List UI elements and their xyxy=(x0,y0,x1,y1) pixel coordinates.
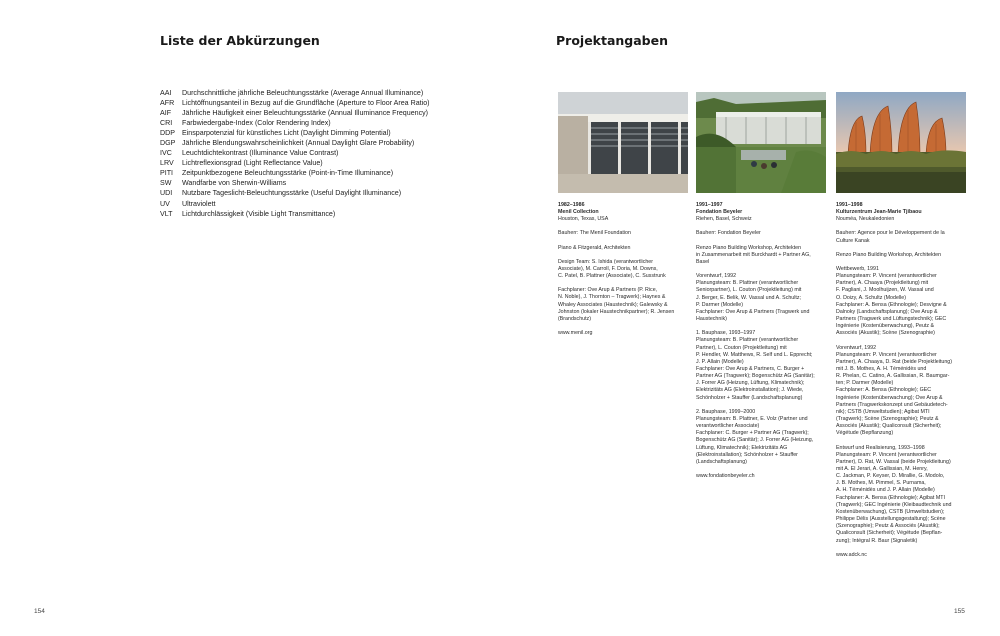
project-column-beyeler xyxy=(696,92,826,487)
credit-line: Lüftung, Klimatechnik); Elektrizitäts AG xyxy=(696,444,788,451)
project-title-block xyxy=(696,202,826,223)
project-details-heading: Projektangaben xyxy=(556,33,669,48)
credit-line: P. Darmer (Modelle) xyxy=(696,301,743,308)
credit-block xyxy=(558,259,688,280)
abbreviation-key: AFR xyxy=(160,99,175,108)
credit-line: Fachplaner: A. Bensa (Ethnologie); Agibat MTI xyxy=(836,494,945,501)
abbreviation-key: IVC xyxy=(160,149,172,158)
abbreviation-key: DDP xyxy=(160,129,175,138)
project-title-block xyxy=(558,202,688,223)
credit-line: Partner), L. Couton (Projektleitung) mit xyxy=(696,344,787,351)
page-number-right: 155 xyxy=(954,608,965,615)
abbreviation-row xyxy=(160,128,430,138)
abbreviation-row xyxy=(160,148,430,158)
credit-line: Schönholzer + Stauffer (Landschaftsplanung) xyxy=(696,394,803,401)
project-years: 1991–1998 xyxy=(836,202,863,208)
abbreviation-key: UV xyxy=(160,199,170,208)
abbreviation-row xyxy=(160,108,430,118)
abbreviation-row xyxy=(160,188,430,198)
credit-line: C. Jackman, P. Keyser, D. Mirallie, G. Modolo, xyxy=(836,473,945,480)
credit-line: (Elektroinstallation); Schönholzer + Stauffer xyxy=(696,451,798,458)
credit-line: Wettbewerb, 1991 xyxy=(836,265,879,272)
tjibaou-cultural-centre-photo xyxy=(836,92,966,193)
abbreviation-row xyxy=(160,158,430,168)
project-name: Kulturzentrum Jean-Marie Tjibaou xyxy=(836,209,922,216)
credit-line: www.fondationbeyeler.ch xyxy=(696,473,755,479)
credit-line: A. H. Téménidès und J. P. Allain (Modelle) xyxy=(836,487,935,494)
credit-line: Planungsteam: B. Plattner (verantwortlicher xyxy=(696,280,799,287)
credit-block xyxy=(836,252,966,259)
credit-line: Fachplaner: A. Bensa (Ethnologie); Desvigne & xyxy=(836,301,947,308)
credit-line: ten; P. Darmer (Modelle) xyxy=(836,380,894,387)
project-credits xyxy=(696,230,826,480)
credit-line: Vorentwurf, 1992 xyxy=(696,273,737,280)
abbreviation-key: LRV xyxy=(160,159,174,168)
abbreviation-key: VLT xyxy=(160,209,173,218)
credit-block xyxy=(836,552,966,559)
project-title-block xyxy=(836,202,966,223)
credit-block xyxy=(696,330,826,402)
credit-line: nik); CSTB (Umweltstudien); Agibat MTI xyxy=(836,408,930,415)
project-years: 1982–1986 xyxy=(558,202,585,208)
credit-line: Partner AG (Tragwerk); Bogenschütz AG (Sanitär); xyxy=(696,373,815,380)
abbreviation-key: CRI xyxy=(160,119,173,128)
credit-line: Bauherr: Agence pour le Développement de la xyxy=(836,230,945,237)
credit-line: Dalnoky (Landschaftsplanung); Ove Arup & xyxy=(836,308,938,315)
abbreviation-description: Jährliche Häufigkeit einer Beleuchtungsstärke (Annual Illuminance Frequency) xyxy=(182,109,429,118)
credit-block xyxy=(696,230,826,237)
project-location: Nouméa, Neukaledonien xyxy=(836,216,895,223)
abbreviation-row xyxy=(160,199,430,209)
credit-line: Planungsteam: P. Vincent (verantwortlicher xyxy=(836,451,937,458)
credit-line: Partner), D. Rat, W. Vassal (beide Projektleitung) xyxy=(836,458,951,465)
credit-line: Bogenschütz AG (Sanitär); J. Forrer AG (Heizung, xyxy=(696,437,814,444)
credit-line: Johnston (lokaler Haustechnikpartner); R. Jensen xyxy=(558,308,675,315)
credit-line: verantwortlicher Associate) xyxy=(696,423,760,430)
project-credits xyxy=(836,230,966,558)
fondation-beyeler-photo xyxy=(696,92,826,193)
credit-line: Fachplaner: C. Burger + Partner AG (Tragwerk); xyxy=(696,430,809,437)
credit-line: mit J. B. Mothes, A. H. Téménidès und xyxy=(836,365,927,372)
credit-line: F. Pagliani, J. Moolhuijzen, W. Vassal und xyxy=(836,287,934,294)
credit-line: (Szenographie); Peutz & Associés (Akustik); xyxy=(836,523,940,530)
credit-line: 2. Bauphase, 1999–2000 xyxy=(696,408,756,415)
credit-line: Basel xyxy=(696,258,710,265)
credit-line: in Zusammenarbeit mit Burckhardt + Partner AG, xyxy=(696,251,811,258)
abbreviation-description: Ultraviolett xyxy=(182,199,216,208)
credit-line: Philippe Délis (Ausstellungsgestaltung); Scène xyxy=(836,516,946,523)
abbreviation-description: Farbwiedergabe-Index (Color Rendering Index) xyxy=(182,119,331,128)
credit-line: Piano & Fitzgerald, Architekten xyxy=(558,244,631,251)
credit-line: Renzo Piano Building Workshop, Architekten xyxy=(836,251,942,258)
abbreviation-description: Jährliche Blendungswahrscheinlichkeit (Annual Daylight Glare Probability) xyxy=(182,139,415,148)
right-page xyxy=(500,0,1000,636)
credit-line: Partner), A. Chaaya (Projektleitung) mit xyxy=(836,280,929,287)
menil-collection-photo xyxy=(558,92,688,193)
credit-line: Design Team: S. Ishida (verantwortlicher xyxy=(558,258,653,265)
project-column-menil xyxy=(558,92,688,344)
abbreviation-description: Nutzbare Tageslicht-Beleuchtungsstärke (Useful Daylight Illuminance) xyxy=(182,189,402,198)
abbreviation-row xyxy=(160,138,430,148)
abbreviation-row xyxy=(160,168,430,178)
credit-line: Fachplaner: Ove Arup & Partners (Tragwerk und xyxy=(696,308,810,315)
credit-line: Associés (Akustik); Scène (Szenographie) xyxy=(836,330,935,337)
credit-line: 1. Bauphase, 1993–1997 xyxy=(696,330,756,337)
abbreviation-description: Lichtdurchlässigkeit (Visible Light Transmittance) xyxy=(182,209,336,218)
credit-block xyxy=(836,445,966,545)
project-location: Houston, Texas, USA xyxy=(558,216,609,223)
credit-line: www.adck.nc xyxy=(836,551,867,558)
credit-block xyxy=(836,345,966,438)
credit-line: (Tragwerk); GEC Ingénierie (Kleibaudtechnik und xyxy=(836,501,952,508)
credit-line: R. Phelan, C. Catino, A. Gallissian, R. Baumgar- xyxy=(836,373,950,380)
credit-line: P. Hendler, W. Matthews, R. Self und L. Epprecht; xyxy=(696,351,813,358)
credit-line: mit A. El Jerari, A. Gallissian, M. Henry, xyxy=(836,466,928,472)
abbreviation-description: Leuchtdichtekontrast (Illuminance Value Contrast) xyxy=(182,149,339,158)
abbreviation-key: SW xyxy=(160,179,172,188)
credit-line: Vorentwurf, 1992 xyxy=(836,344,877,351)
credit-line: Fachplaner: A. Bensa (Ethnologie); GEC xyxy=(836,387,932,394)
credit-block xyxy=(696,273,826,323)
abbreviation-key: DGP xyxy=(160,139,176,148)
credit-block xyxy=(696,245,826,266)
credit-line: Bauherr: Fondation Beyeler xyxy=(696,230,761,237)
credit-line: Partners (Tragwerkskonzept und Gebäudetech- xyxy=(836,401,948,408)
credit-line: Planungsteam: P. Vincent (verantwortlicher xyxy=(836,273,937,280)
credit-line: Fachplaner: Ove Arup & Partners (P. Rice, xyxy=(558,287,658,294)
credit-line: Associate), M. Carroll, F. Doria, M. Downs, xyxy=(558,265,658,272)
credit-line: Ingénierie (Kostenüberwachung), Peutz & xyxy=(836,323,935,330)
abbreviation-key: PITI xyxy=(160,169,174,178)
credit-line: Seniorpartner), L. Couton (Projektleitung) mit xyxy=(696,287,802,294)
credit-block xyxy=(696,409,826,466)
abbreviation-row xyxy=(160,98,430,108)
credit-line: Renzo Piano Building Workshop, Architekten xyxy=(696,244,802,251)
credit-line: Qualiconsult (Sicherheit); Végétude (Bepflan- xyxy=(836,530,943,537)
credit-line: Planungsteam: B. Plattner (verantwortlicher xyxy=(696,337,799,344)
page-number-left: 154 xyxy=(34,608,45,615)
credit-line: Fachplaner: Ove Arup & Partners, C. Burger + xyxy=(696,365,805,372)
project-name: Menil Collection xyxy=(558,209,599,216)
abbreviation-row xyxy=(160,209,430,219)
abbreviation-description: Lichtöffnungsanteil in Bezug auf die Grundfläche (Aperture to Floor Area Ratio) xyxy=(182,99,430,108)
credit-line: N. Noble), J. Thornton – Tragwerk); Haynes & xyxy=(558,294,666,301)
credit-line: J. P. Allain (Modelle) xyxy=(696,358,744,365)
abbreviation-description: Wandfarbe von Sherwin-Williams xyxy=(182,179,287,188)
project-location: Riehen, Basel, Schweiz xyxy=(696,216,752,223)
project-credits xyxy=(558,230,688,337)
abbreviation-row xyxy=(160,118,430,128)
credit-line: Elektrizitäts AG (Elektroinstallation); J. Wiede, xyxy=(696,387,804,394)
credit-line: Bauherr: The Menil Foundation xyxy=(558,230,631,237)
project-years: 1991–1997 xyxy=(696,202,723,208)
credit-line: Kostenüberwachung), CSTB (Umweltstudien); xyxy=(836,508,945,515)
credit-block xyxy=(836,230,966,244)
credit-line: Haustechnik) xyxy=(696,316,727,323)
abbreviation-description: Zeitpunktbezogene Beleuchtungsstärke (Point-in-Time Illuminance) xyxy=(182,169,394,178)
abbreviation-key: AIF xyxy=(160,109,172,118)
credit-block xyxy=(558,245,688,252)
credit-line: Associés (Akustik); Qualiconsult (Sicherheit); xyxy=(836,423,942,430)
credit-line: J. Forrer AG (Heizung, Lüftung, Klimatechnik); xyxy=(696,380,805,387)
abbreviation-row xyxy=(160,88,430,98)
credit-block xyxy=(558,230,688,237)
credit-line: zung); Intégral R. Baur (Signaletik) xyxy=(836,537,918,544)
abbreviation-key: UDI xyxy=(160,189,173,198)
abbreviations-heading: Liste der Abkürzungen xyxy=(160,33,320,48)
credit-block xyxy=(558,287,688,323)
credit-line: Entwurf und Realisierung, 1993–1998 xyxy=(836,444,925,451)
credit-line: Planungsteam: B. Plattner, E. Volz (Partner und xyxy=(696,415,808,422)
abbreviation-description: Lichtreflexionsgrad (Light Reflectance Value) xyxy=(182,159,323,168)
project-column-tjibaou xyxy=(836,92,966,566)
credit-block xyxy=(558,330,688,337)
credit-line: (Tragwerk); Scène (Szenographie); Peutz & xyxy=(836,416,939,423)
credit-line: (Brandschutz) xyxy=(558,315,591,322)
credit-line: Ingénierie (Kostenüberwachung); Ove Arup & xyxy=(836,394,943,401)
credit-line: (Landschaftsplanung) xyxy=(696,458,747,465)
credit-line: Végétude (Bepflanzung) xyxy=(836,430,894,437)
credit-line: Partner), A. Chaaya, D. Rat (beide Projektleitung) xyxy=(836,358,952,365)
credit-line: J. Berger, E. Belik, W. Vassal und A. Schultz; xyxy=(696,294,802,301)
credit-line: Culture Kanak xyxy=(836,237,870,244)
abbreviation-list xyxy=(160,88,430,219)
credit-line: Partners (Tragwerk und Lüftungstechnik); GEC xyxy=(836,316,947,323)
abbreviation-description: Durchschnittliche jährliche Beleuchtungsstärke (Average Annual Illuminance) xyxy=(182,89,424,97)
credit-line: J. B. Mothes, M. Pimmel, S. Purnama, xyxy=(836,480,926,487)
abbreviation-row xyxy=(160,178,430,188)
credit-block xyxy=(836,266,966,338)
project-name: Fondation Beyeler xyxy=(696,209,743,216)
credit-line: C. Patel, B. Plattner (Associate), C. Susstrunk xyxy=(558,273,666,280)
credit-line: Whaley Associates (Haustechnik); Galewsky & xyxy=(558,301,668,308)
credit-line: O. Doizy, A. Schultz (Modelle) xyxy=(836,294,906,301)
credit-line: www.menil.org xyxy=(558,330,593,337)
credit-block xyxy=(696,473,826,480)
credit-line: Planungsteam: P. Vincent (verantwortlicher xyxy=(836,351,937,358)
abbreviation-key: AAI xyxy=(160,89,172,97)
abbreviation-description: Einsparpotenzial für künstliches Licht (Daylight Dimming Potential) xyxy=(182,129,391,138)
